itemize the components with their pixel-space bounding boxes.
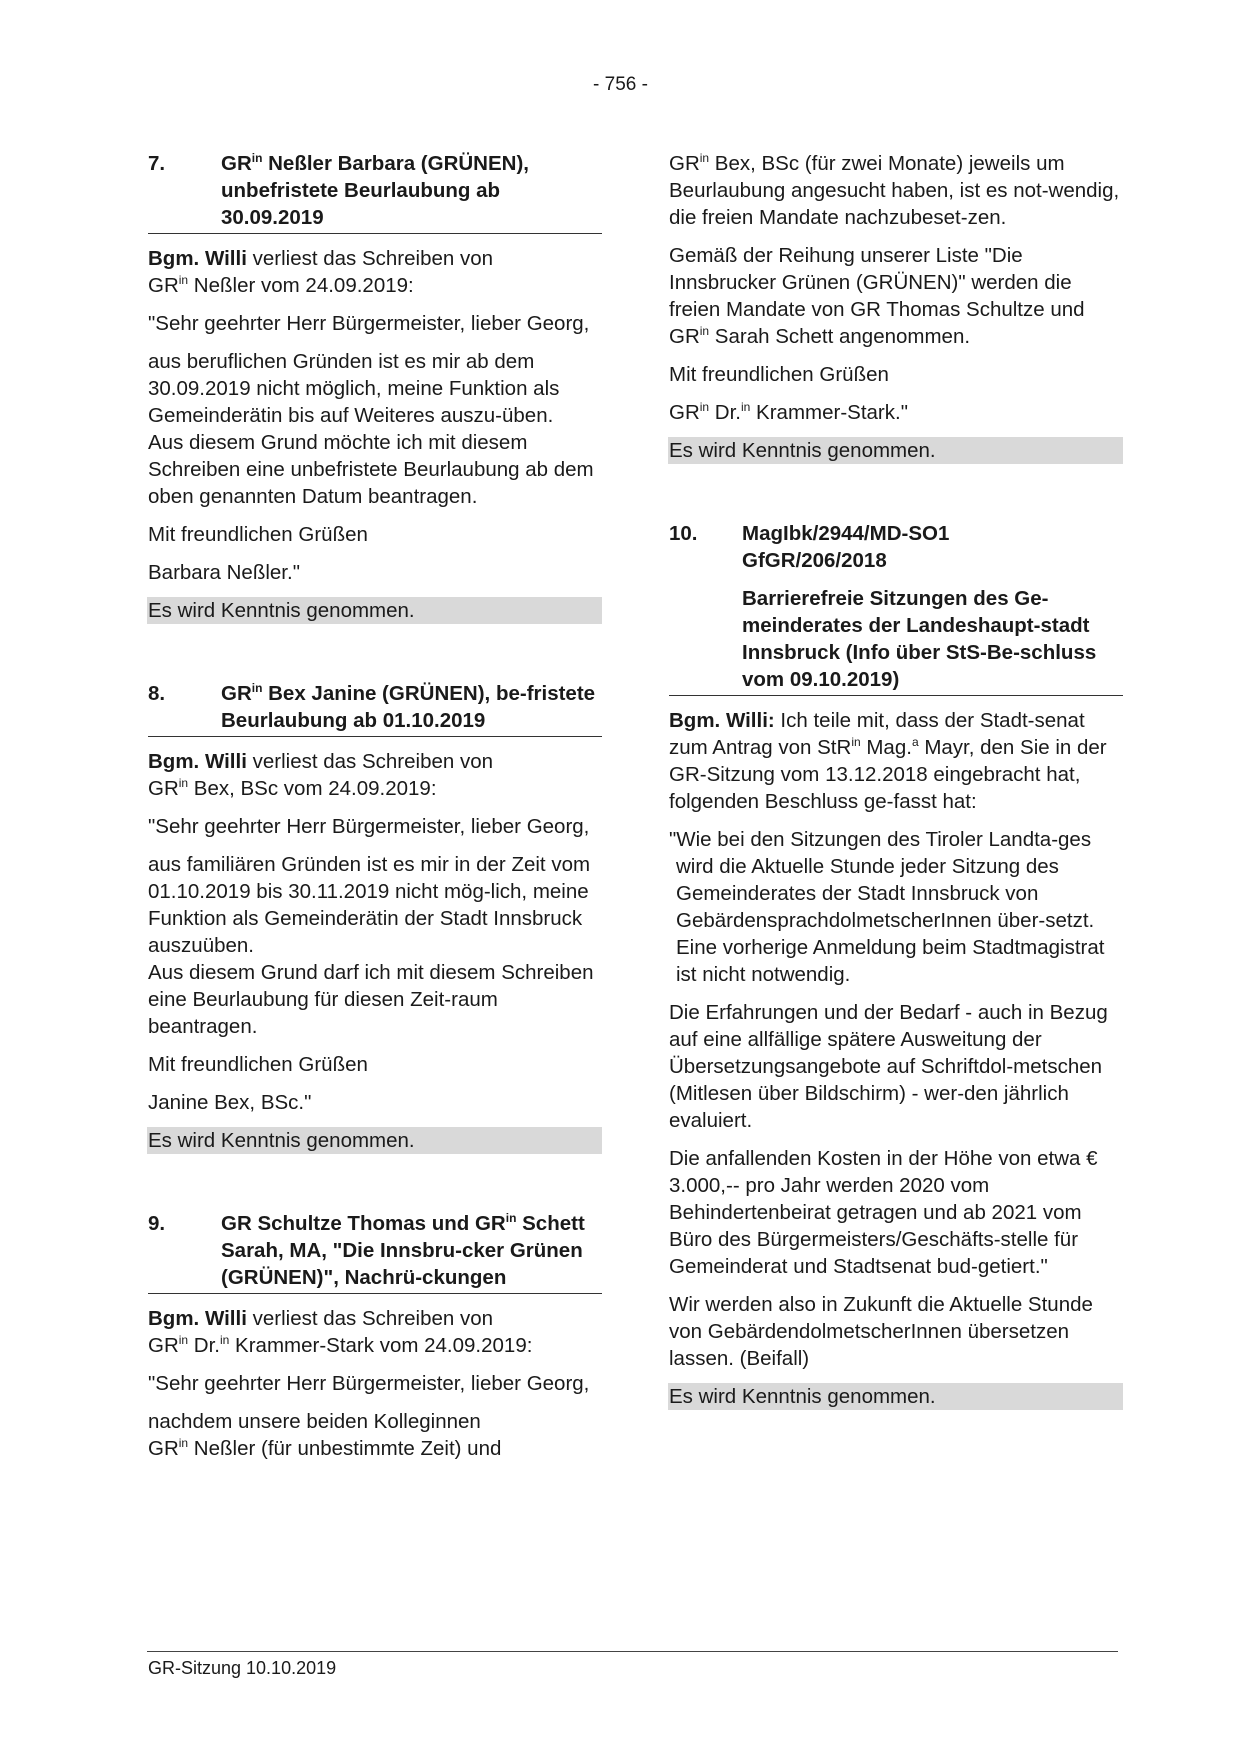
result-note: Es wird Kenntnis genommen. xyxy=(147,1127,602,1154)
resolution-quote: Die Erfahrungen und der Bedarf - auch in Bezug auf eine allfällige spätere Ausweitung der Übersetzungsangebote auf Schriftdol-metschen (Mitlesen über Bildschirm) - wer-den jährlich evaluiert. xyxy=(669,1001,1108,1132)
letter-signature: $GR^{in}$ Dr.$^{in}$ Krammer-Stark." xyxy=(669,400,908,424)
section-7-intro: Bgm. Willi verliest das Schreiben von $GR^{in}$ Neßler vom 24.09.2019: xyxy=(148,247,494,297)
section-title: $GR^{in}$ Neßler Barbara (GRÜNEN), unbefristete Beurlaubung ab 30.09.2019 xyxy=(221,151,529,229)
result-note: Es wird Kenntnis genommen. xyxy=(668,1383,1123,1410)
section-reference: MagIbk/2944/MD-SO1 GfGR/206/2018 xyxy=(742,522,950,572)
section-number: 8. xyxy=(148,682,166,705)
section-title: $GR^{in}$ Bex Janine (GRÜNEN), be-fristete Beurlaubung ab 01.10.2019 xyxy=(221,681,596,732)
letter-closing: Mit freundlichen Grüßen xyxy=(148,523,368,546)
letter-body-continued: $GR^{in}$ Bex, BSc (für zwei Monate) jeweils um Beurlaubung angesucht haben, ist es not-wendig, die freien Mandate nachzubeset-zen. xyxy=(669,151,1120,229)
section-title: Barrierefreie Sitzungen des Ge-meinderates der Landeshaupt-stadt Innsbruck (Info über StS-Be-schluss vom 09.10.2019) xyxy=(742,587,1097,691)
section-10-intro: Bgm. Willi: Ich teile mit, dass der Stadt-senat zum Antrag von StR$^{in}$ Mag.$^a$ Mayr, den Sie in der GR-Sitzung vom 13.12.2018 eingebracht hat, folgenden Beschluss ge-fasst hat: xyxy=(669,709,1107,813)
section-8-intro: Bgm. Willi verliest das Schreiben von $GR^{in}$ Bex, BSc vom 24.09.2019: xyxy=(148,750,494,800)
letter-body: Gemäß der Reihung unserer Liste "Die Innsbrucker Grünen (GRÜNEN)" werden die freien Mandate von GR Thomas Schultze und $GR^{in}$ Sarah Schett angenommen. xyxy=(669,244,1085,348)
footer-divider xyxy=(147,1651,1118,1652)
section-9-heading xyxy=(148,1210,602,1294)
letter-salutation: "Sehr geehrter Herr Bürgermeister, lieber Georg, xyxy=(148,312,590,335)
right-column xyxy=(668,150,1123,1410)
letter-body: nachdem unsere beiden Kolleginnen $GR^{in}$ Neßler (für unbestimmte Zeit) und xyxy=(148,1410,502,1460)
letter-body: Aus diesem Grund darf ich mit diesem Schreiben eine Beurlaubung für diesen Zeit-raum beantragen. xyxy=(148,961,594,1038)
section-number: 9. xyxy=(148,1212,166,1235)
letter-signature: Janine Bex, BSc." xyxy=(148,1091,312,1114)
letter-closing: Mit freundlichen Grüßen xyxy=(669,363,889,386)
section-10-heading xyxy=(669,520,1123,696)
section-title: GR Schultze Thomas und $GR^{in}$ Schett Sarah, MA, "Die Innsbru-cker Grünen (GRÜNEN)", Nachrü-ckungen xyxy=(221,1211,585,1289)
letter-body: aus beruflichen Gründen ist es mir ab dem 30.09.2019 nicht möglich, meine Funktion als Gemeinderätin bis auf Weiteres auszu-üben. xyxy=(148,350,560,427)
resolution-quote: "Wie bei den Sitzungen des Tiroler Landta-ges wird die Aktuelle Stunde jeder Sitzung des Gemeinderates der Stadt Innsbruck von GebärdensprachdolmetscherInnen über-setzt. Eine vorherige Anmeldung beim Stadtmagistrat ist nicht notwendig. xyxy=(669,828,1105,986)
letter-signature: Barbara Neßler." xyxy=(148,561,300,584)
section-number: 7. xyxy=(148,152,166,175)
letter-body: aus familiären Gründen ist es mir in der Zeit vom 01.10.2019 bis 30.11.2019 nicht mög-lich, meine Funktion als Gemeinderätin der Stadt Innsbruck auszuüben. xyxy=(148,853,591,957)
mayor-statement: Wir werden also in Zukunft die Aktuelle Stunde von GebärdendolmetscherInnen übersetzen lassen. (Beifall) xyxy=(669,1293,1093,1370)
section-number: 10. xyxy=(669,522,698,545)
resolution-quote: Die anfallenden Kosten in der Höhe von etwa € 3.000,-- pro Jahr werden 2020 vom Behindertenbeirat getragen und ab 2021 vom Büro des Bürgermeisters/Geschäfts-stelle für Gemeinderat und Stadtsenat bud-getiert." xyxy=(669,1147,1098,1278)
result-note: Es wird Kenntnis genommen. xyxy=(668,437,1123,464)
left-column xyxy=(147,150,602,1462)
letter-salutation: "Sehr geehrter Herr Bürgermeister, lieber Georg, xyxy=(148,815,590,838)
letter-closing: Mit freundlichen Grüßen xyxy=(148,1053,368,1076)
section-8-heading xyxy=(148,680,602,737)
footer-session-date: GR-Sitzung 10.10.2019 xyxy=(148,1658,337,1678)
result-note: Es wird Kenntnis genommen. xyxy=(147,597,602,624)
page-number: - 756 - xyxy=(593,74,648,95)
letter-body: Aus diesem Grund möchte ich mit diesem Schreiben eine unbefristete Beurlaubung ab dem oben genannten Datum beantragen. xyxy=(148,431,594,508)
letter-salutation: "Sehr geehrter Herr Bürgermeister, lieber Georg, xyxy=(148,1372,590,1395)
section-7-heading xyxy=(148,150,602,234)
section-9-intro: Bgm. Willi verliest das Schreiben von $GR^{in}$ Dr.$^{in}$ Krammer-Stark vom 24.09.2019: xyxy=(148,1307,533,1357)
